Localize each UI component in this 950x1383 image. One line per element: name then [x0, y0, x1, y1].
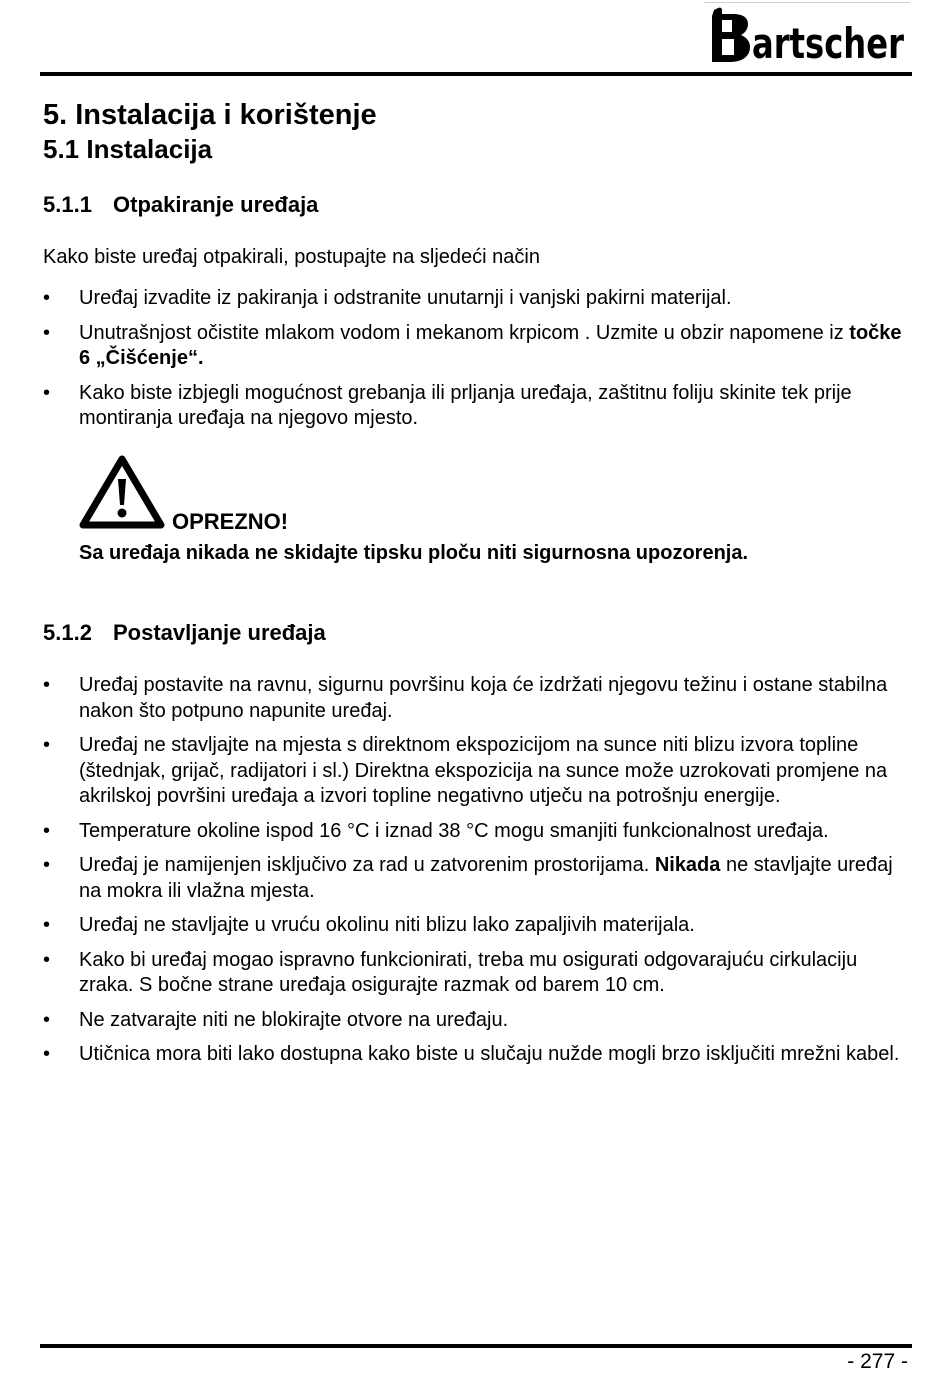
- list-item-text: Uređaj je namijenjen isključivo za rad u zatvorenim prostorijama.: [79, 854, 655, 876]
- list-item: [0, 819, 950, 845]
- list-item-text: Unutrašnjost očistite mlakom vodom i mekanom krpicom . Uzmite u obzir napomene iz: [79, 321, 850, 344]
- bartscher-logo: [704, 2, 910, 68]
- subsection-number: 5.1.1: [43, 192, 92, 217]
- list-item-text: Utičnica mora biti lako dostupna kako biste u slučaju nužde mogli brzo isključiti mrežni kabel.: [79, 1043, 900, 1065]
- footer-rule: [40, 1344, 912, 1348]
- bullet: •: [43, 948, 51, 971]
- bullet: •: [43, 1008, 51, 1031]
- bullet: •: [43, 1043, 51, 1065]
- logo-b-mark: [712, 8, 750, 62]
- list-item-text: Kako bi uređaj mogao ispravno funkcionirati, treba mu osigurati odgovarajuću cirkulaciju zraka. S bočne strane uređaja osigurajte razmak od barem 10 cm.: [79, 948, 858, 996]
- subsection-label: Postavljanje uređaja: [113, 620, 326, 645]
- warning-text: Sa uređaja nikada ne skidajte tipsku ploču niti sigurnosna upozorenja.: [79, 542, 749, 564]
- unpacking-list: [0, 286, 950, 441]
- list-item-text: Temperature okoline ispod 16 °C i iznad 38 °C mogu smanjiti funkcionalnost uređaja.: [79, 819, 829, 842]
- list-item-text: Ne zatvarajte niti ne blokirajte otvore na uređaju.: [79, 1008, 509, 1031]
- list-item-text: Uređaj postavite na ravnu, sigurnu površinu koja će izdržati njegovu težinu i ostane stabilna nakon što potpuno napunite uređaj.: [79, 674, 888, 722]
- list-item: [0, 381, 950, 432]
- warning-triangle-icon: [79, 455, 165, 531]
- logo-wordmark: artscher: [752, 19, 905, 68]
- bullet: •: [43, 321, 51, 344]
- setup-list: [0, 673, 950, 1077]
- unpacking-intro: Kako biste uređaj otpakirali, postupajte na sljedeći način: [43, 246, 540, 268]
- bullet: •: [43, 819, 51, 842]
- warning-title: OPREZNO!: [172, 509, 289, 534]
- list-item-text: Uređaj ne stavljajte na mjesta s direktnom ekspozicijom na sunce niti blizu izvora topline (štednjak, grijač, radijatori i sl.) Direktna ekspozicija na sunce može uzrokovati promjene na akrilskoj površini uređaja a izvori topline negativno utječu na potrošnju energije.: [79, 734, 888, 807]
- bullet: •: [43, 914, 51, 936]
- bullet: •: [43, 381, 51, 404]
- header-rule: [40, 72, 912, 76]
- emphasis-text: Nikada: [654, 854, 721, 876]
- list-item-text: Uređaj ne stavljajte u vruću okolinu niti blizu lako zapaljivih materijala.: [79, 914, 695, 936]
- list-item: [0, 286, 950, 312]
- list-item: [0, 913, 950, 939]
- list-item: [0, 948, 950, 999]
- bullet: •: [43, 674, 51, 696]
- section-title: 5.1 Instalacija: [43, 134, 213, 164]
- bullet: •: [43, 734, 51, 756]
- list-item: [0, 321, 950, 372]
- bullet: •: [43, 287, 51, 309]
- list-item-text: ne stavljajte uređaj na mokra ili vlažna mjesta.: [79, 854, 893, 902]
- cross-reference: točke 6 „Čišćenje“.: [79, 321, 902, 369]
- list-item-text: Uređaj izvadite iz pakiranja i odstranite unutarnji i vanjski pakirni materijal.: [79, 287, 732, 309]
- subsection-number: 5.1.2: [43, 620, 92, 645]
- list-item-text: Kako biste izbjegli mogućnost grebanja ili prljanja uređaja, zaštitnu foliju skinite tek prije montiranja uređaja na njegovo mjesto.: [79, 381, 852, 429]
- subsection-label: Otpakiranje uređaja: [113, 192, 319, 217]
- subsection-title-unpacking: [43, 192, 318, 218]
- list-item: [0, 673, 950, 724]
- page-number: - 277 -: [847, 1350, 908, 1373]
- page-title: 5. Instalacija i korištenje: [43, 99, 377, 131]
- list-item: [0, 1042, 950, 1068]
- bullet: •: [43, 854, 51, 876]
- list-item: [0, 853, 950, 904]
- subsection-title-setup: [43, 620, 326, 646]
- list-item: [0, 733, 950, 810]
- list-item: [0, 1008, 950, 1034]
